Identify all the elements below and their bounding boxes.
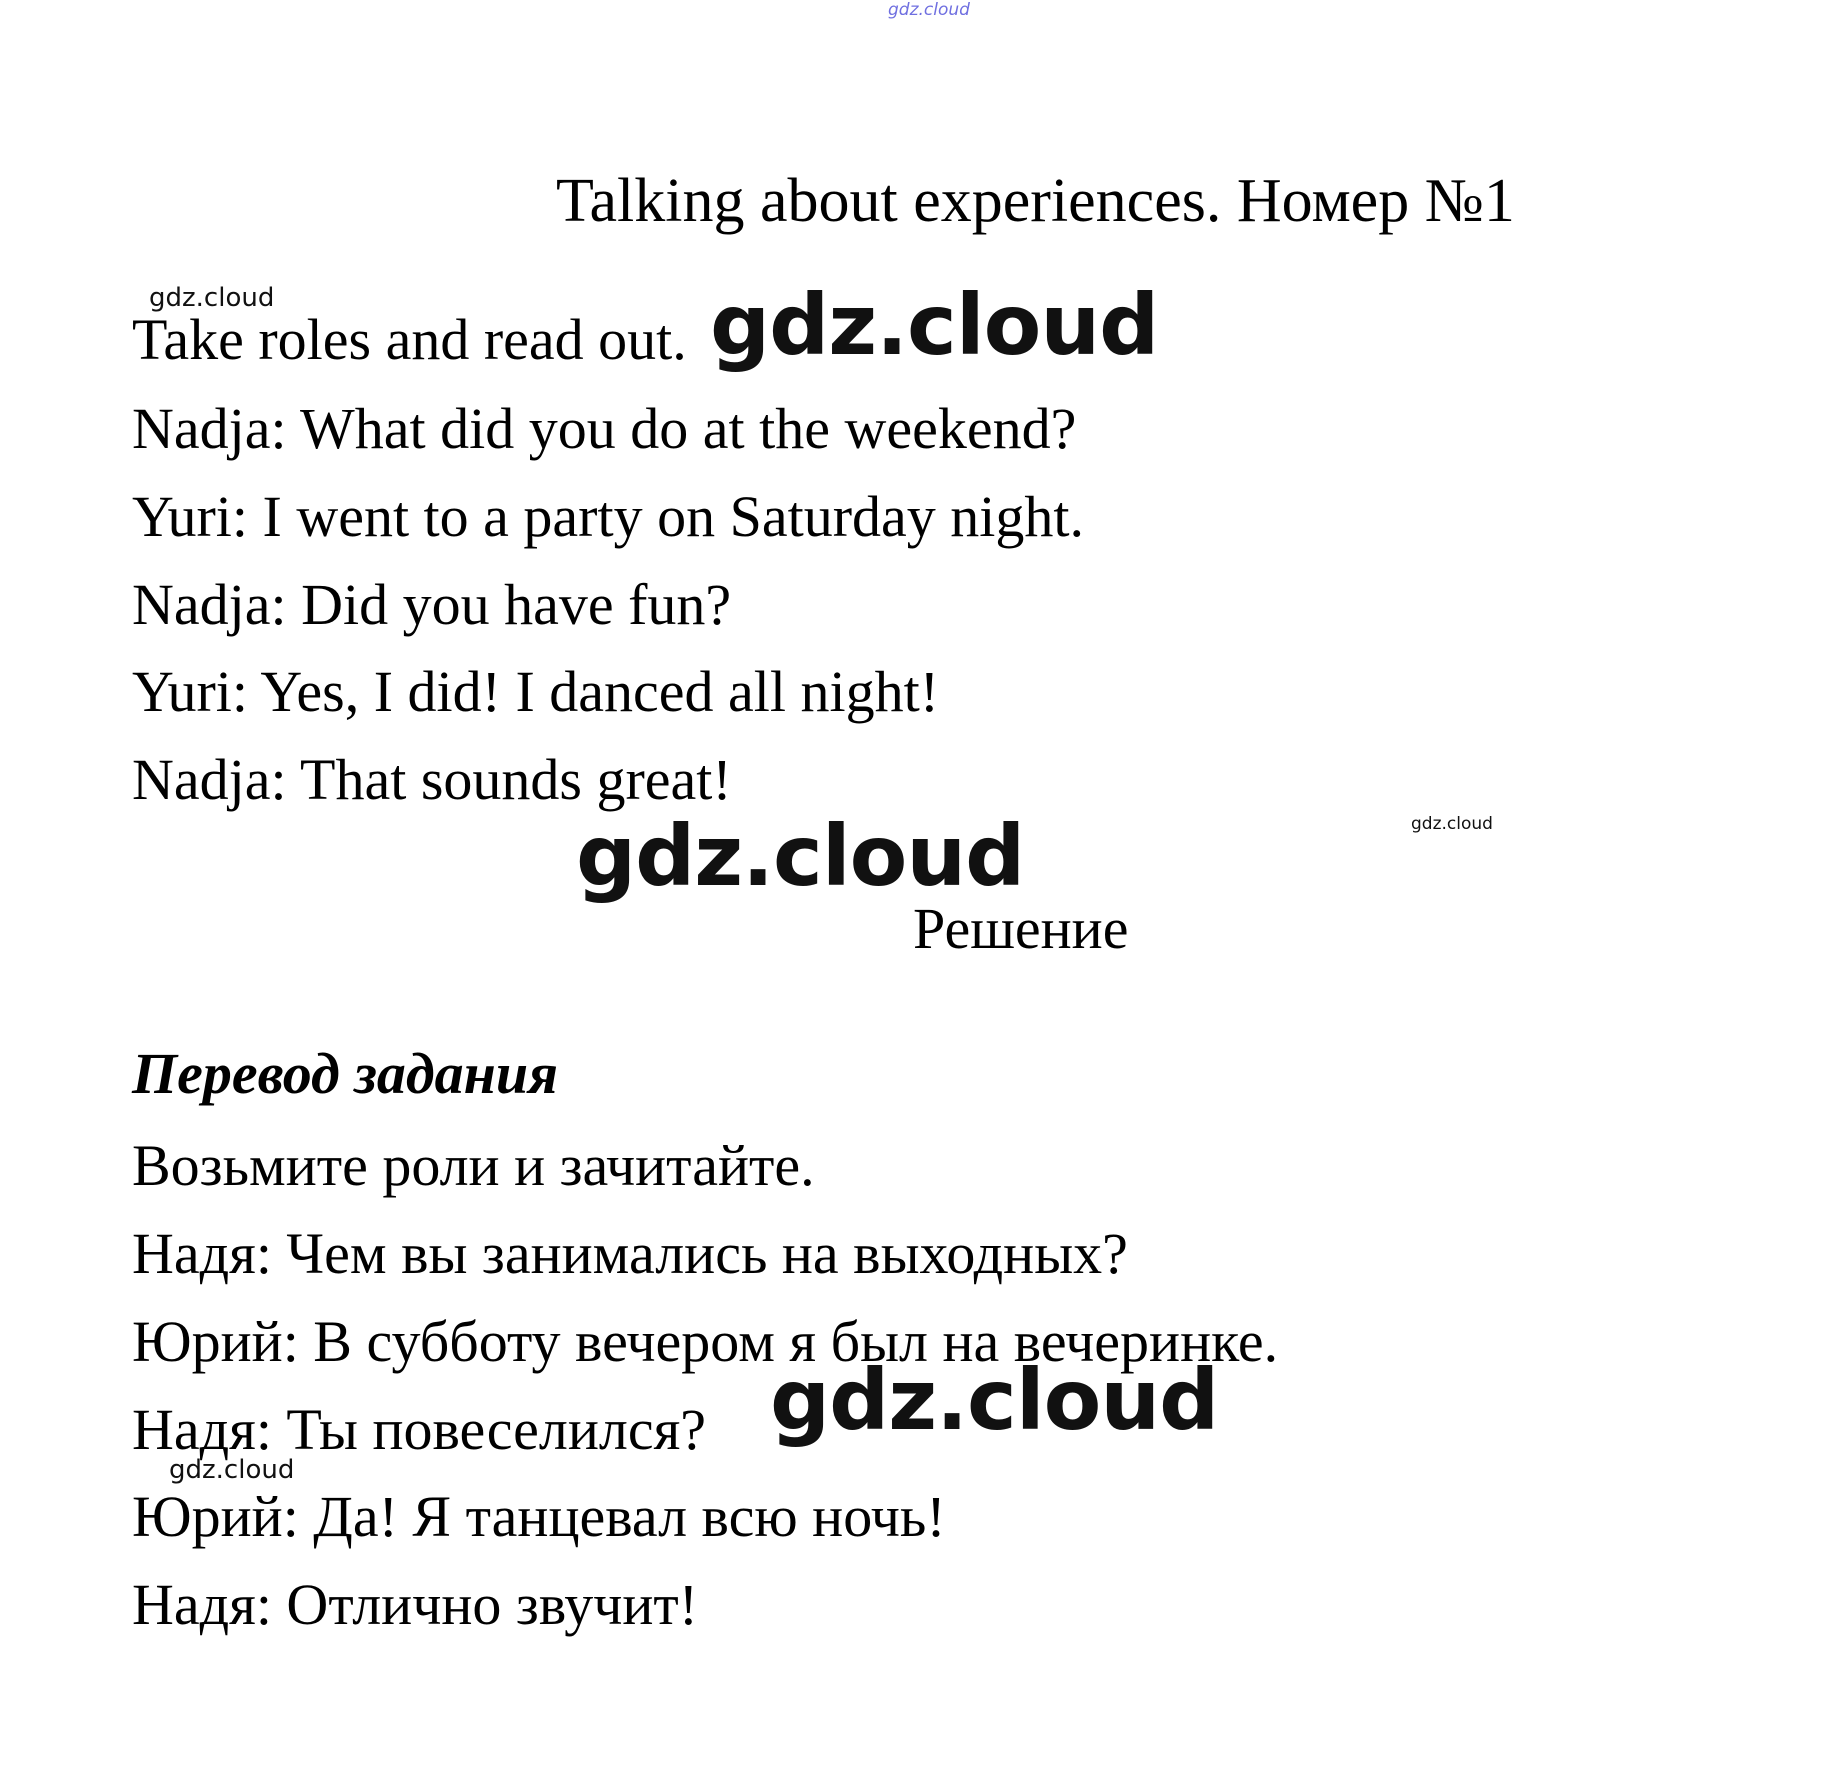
translation-line: Юрий: В субботу вечером я был на вечеринке.	[132, 1309, 1279, 1374]
task-instruction: Take roles and read out.	[132, 307, 687, 372]
watermark-small: gdz.cloud	[169, 1455, 295, 1485]
dialogue-line: Nadja: That sounds great!	[132, 747, 732, 812]
translation-line: Надя: Ты повеселился?	[132, 1397, 706, 1462]
header-watermark: gdz.cloud	[888, 0, 970, 20]
solution-label: Решение	[913, 896, 1129, 961]
dialogue-line: Nadja: Did you have fun?	[132, 572, 732, 637]
watermark-large: gdz.cloud	[710, 276, 1159, 374]
page-title: Talking about experiences. Номер №1	[556, 167, 1515, 235]
watermark-large: gdz.cloud	[770, 1351, 1219, 1449]
watermark-large: gdz.cloud	[576, 807, 1025, 905]
translation-line: Надя: Чем вы занимались на выходных?	[132, 1221, 1128, 1286]
dialogue-line: Yuri: Yes, I did! I danced all night!	[132, 659, 940, 724]
watermark-tiny: gdz.cloud	[1411, 814, 1493, 834]
translation-heading: Перевод задания	[132, 1041, 558, 1106]
dialogue-line: Nadja: What did you do at the weekend?	[132, 396, 1077, 461]
dialogue-line: Yuri: I went to a party on Saturday night.	[132, 484, 1084, 549]
translation-line: Юрий: Да! Я танцевал всю ночь!	[132, 1484, 946, 1549]
translation-line: Надя: Отлично звучит!	[132, 1572, 699, 1637]
translation-instruction: Возьмите роли и зачитайте.	[132, 1133, 815, 1198]
watermark-small: gdz.cloud	[149, 283, 275, 313]
